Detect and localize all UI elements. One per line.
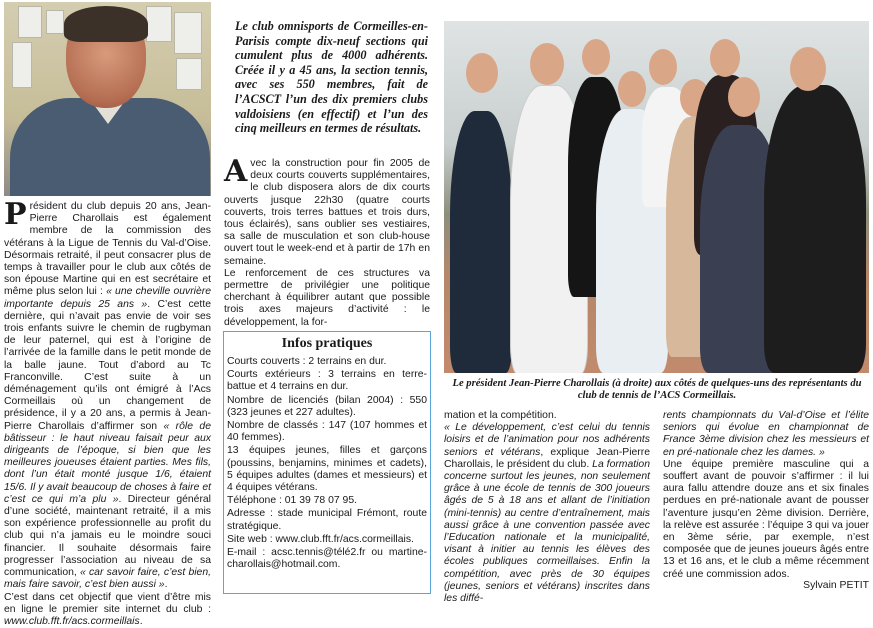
paragraph [4, 592, 211, 628]
text-run: C’est dans cet objectif que vient d’être mis en ligne le premier site internet du club : [4, 592, 211, 615]
infos-pratiques-box [223, 331, 431, 594]
paragraph [224, 268, 430, 329]
info-line: Courts extérieurs : 3 terrains en terre-battue et 4 terrains en dur. [227, 369, 427, 393]
column-4-text [663, 410, 869, 570]
text-run: . Directeur général d’une société, maintenant retraité, il a mis son expérience professionnelle au profit du club qui n’a jamais eu le moindre souci financier. Il souhaite désormais faire progresser l’association au niveau de sa communication, [4, 494, 211, 578]
paragraph [663, 459, 869, 581]
infos-pratiques-list [227, 356, 427, 571]
text-run: vec la construction pour fin 2005 de deux courts couverts supplémentaires, le club disposera alors de dix courts ouverts jusque 22h30 (quatre courts couverts, trois terres battues et trois durs, tous éclairés), sans oublier ses vestiaires, sa salle de musculation et son club-house ouvert tout le week-end et à partir de 17h en semaine. [224, 158, 430, 267]
info-line: Adresse : stade municipal Frémont, route stratégique. [227, 508, 427, 532]
info-line: Site web : www.club.fft.fr/acs.cormeillais. [227, 534, 427, 546]
club-group-photo [444, 21, 869, 373]
text-run: . [140, 616, 143, 627]
column-3-text [444, 410, 650, 594]
paragraph [663, 410, 869, 459]
text-run: Le renforcement de ces structures va permettre de privilégier une politique cherchant à équilibrer autant que possible trois axes majeurs d’activité : le développement, la for- [224, 268, 430, 328]
text-run: résident du club depuis 20 ans, Jean-Pierre Charollais est également membre de la commission des vétérans à la Ligue de Tennis du Val-d’Oise. Désormais retraité, il peut consacrer plus de temps à travailler pour le club aux côtés de son épouse Martine qui en est secrétaire et même plus selon lui : [4, 201, 211, 297]
text-run: . [165, 579, 168, 590]
article-intro: Le club omnisports de Cormeilles-en-Parisis compte dix-neuf sections qui cumulent plus de 4000 adhérents. Créée il y a 45 ans, la section tennis, avec ses 550 membres, fait de l’ACSCT l’un des dix premiers clubs valdoisiens (en effectif) et l’un des cinq meilleurs en termes de résultats. [235, 19, 428, 136]
text-run: rents championnats du Val-d’Oise et l’élite seniors qui évolue en championnat de France 3ème division chez les messieurs et en pré-nationale chez les dames. » [663, 410, 869, 458]
paragraph [444, 422, 650, 605]
photo-caption: Le président Jean-Pierre Charollais (à droite) aux côtés de quelques-uns des représentants du club de tennis de l’ACS Cormeillais. [452, 378, 862, 403]
text-run: mation et la compétition. [444, 410, 557, 421]
drop-cap: A [224, 160, 247, 184]
text-run: « rôle de bâtisseur : le haut niveau faisait peur aux dirigeants de l’époque, si bien que les meilleures joueuses étaient parties. Mes fils, dont l’un était monté jusque 1/6, étaient 15/6. Il y avait beaucoup de choses à faire et c’est ce qui m’a plu » [4, 421, 211, 505]
text-run: Une équipe première masculine qui a souffert avant de pouvoir s’affirmer : il lui aura fallu attendre douze ans et six finales perdues en pré-nationale avant de pousser l’aventure jusqu’en 2ème division. Derrière, la relève est assurée : l’équipe 3 qui va jouer en 3ème série, par exemple, n’est composée que de jeunes joueurs âgés entre 13 et 16 ans, et le club a même récemment créé une commission ados. [663, 459, 869, 580]
infos-pratiques-title: Infos pratiques [227, 336, 427, 352]
author-signature: Sylvain PETIT [663, 580, 869, 591]
column-1-text [4, 201, 211, 595]
drop-cap: P [4, 203, 27, 227]
info-line: 13 équipes jeunes, filles et garçons (poussins, benjamins, minimes et cadets), 5 équipes adultes (dames et messieurs) et 4 équipes vétérans. [227, 445, 427, 494]
info-line: Courts couverts : 2 terrains en dur. [227, 356, 427, 368]
paragraph [4, 201, 211, 592]
column-2-text [224, 158, 430, 326]
president-portrait-photo [4, 2, 211, 196]
text-run: , explique Jean-Pierre Charollais, le président du club. [444, 447, 650, 470]
info-line: Nombre de classés : 147 (107 hommes et 40 femmes). [227, 420, 427, 444]
text-run: La formation concerne surtout les jeunes, non seulement grâce à une école de tennis de 300 joueurs âgés de 5 à 18 ans et allant de l’initiation (mini-tennis) au centre d’entraînement, mais aussi grâce à une convention passée avec l’Education nationale et la municipalité, visant à initier au tennis les élèves des écoles publiques cormeillaises. Enfin la compétition, avec près de 30 équipes (jeunes, seniors et vétérans) inscrites dans les diffé- [444, 459, 650, 604]
text-run: « car savoir faire, c’est bien, mais faire savoir, c’est bien aussi » [4, 567, 211, 590]
text-run: « une cheville ouvrière importante depuis 25 ans » [4, 286, 211, 309]
info-line: Nombre de licenciés (bilan 2004) : 550 (323 jeunes et 227 adultes). [227, 395, 427, 419]
info-line: E-mail : acsc.tennis@télé2.fr ou martine-charollais@hotmail.com. [227, 547, 427, 571]
text-run: « Le développement, c’est celui du tennis loisirs et de l’animation pour nos adhérents seniors et vétérans [444, 422, 650, 457]
text-run: . C’est cette dernière, qui n’avait pas envie de voir ses trois enfants suivre le chemin de rugbyman de leur paternel, qui est à l’origine de l’arrivée de la famille dans le petit monde de la balle jaune. Tout d’abord au Tc Franconville. C’est suite à un déménagement qu’ils ont émigré à l’Acs Cormeillais où un changement de présidence, il y a 20 ans, a permis à Jean-Pierre Charollais d’affirmer son [4, 299, 211, 432]
paragraph [224, 158, 430, 268]
paragraph [444, 410, 650, 422]
text-run: www.club.fft.fr/acs.cormeillais [4, 616, 140, 627]
info-line: Téléphone : 01 39 78 07 95. [227, 495, 427, 507]
